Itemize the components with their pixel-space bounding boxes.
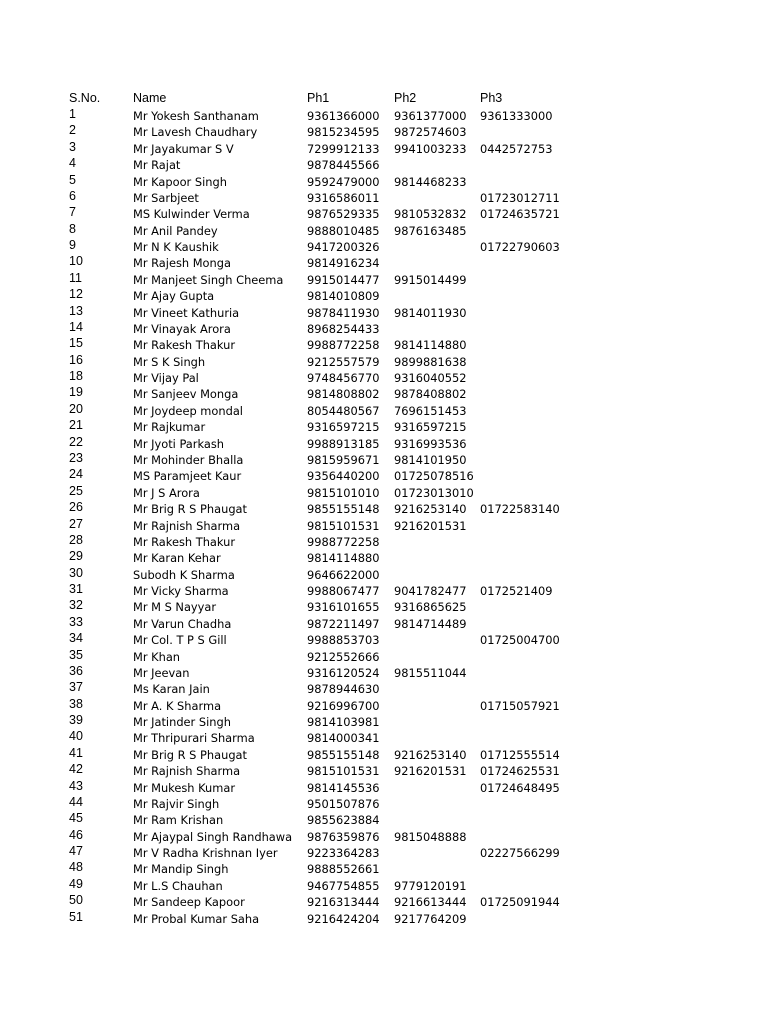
cell-name: Mr Rakesh Thakur <box>133 338 236 353</box>
header-sno: S.No. <box>69 91 101 105</box>
cell-sno: 3 <box>69 139 76 154</box>
cell-name: MS Kulwinder Verma <box>133 207 250 222</box>
table-row <box>0 681 768 697</box>
cell-sno: 32 <box>69 598 83 613</box>
cell-name: Mr Vicky Sharma <box>133 584 229 599</box>
cell-ph2: 9878408802 <box>394 387 467 402</box>
cell-ph1: 9815234595 <box>307 125 380 140</box>
cell-name: Mr Manjeet Singh Cheema <box>133 272 284 287</box>
cell-ph2: 9316865625 <box>394 600 467 615</box>
cell-ph1: 9815101010 <box>307 485 380 500</box>
cell-sno: 27 <box>69 516 83 531</box>
cell-sno: 42 <box>69 762 83 777</box>
cell-sno: 2 <box>69 123 76 138</box>
cell-ph1: 9988772258 <box>307 338 380 353</box>
cell-sno: 43 <box>69 778 83 793</box>
cell-name: Mr Rajesh Monga <box>133 256 231 271</box>
cell-ph2: 9899881638 <box>394 354 467 369</box>
cell-sno: 49 <box>69 876 83 891</box>
cell-ph3: 01723012711 <box>480 190 560 205</box>
cell-name: Mr Ram Krishan <box>133 813 224 828</box>
cell-ph3: 02227566299 <box>480 846 560 861</box>
cell-ph1: 9814103981 <box>307 715 380 730</box>
cell-ph2: 9216253140 <box>394 747 467 762</box>
cell-sno: 25 <box>69 483 83 498</box>
table-row <box>0 894 768 910</box>
cell-name: Mr Rakesh Thakur <box>133 534 236 549</box>
table-header <box>0 89 768 105</box>
table-row <box>0 829 768 845</box>
cell-ph2: 9915014499 <box>394 272 467 287</box>
cell-name: Mr Jatinder Singh <box>133 715 231 730</box>
table-row <box>0 714 768 730</box>
table-row <box>0 763 768 779</box>
cell-name: Mr Jyoti Parkash <box>133 436 225 451</box>
table-row <box>0 665 768 681</box>
cell-ph1: 9988772258 <box>307 534 380 549</box>
table-row <box>0 780 768 796</box>
cell-name: Mr Thripurari Sharma <box>133 731 255 746</box>
cell-ph1: 9814808802 <box>307 387 380 402</box>
cell-ph2: 9815048888 <box>394 829 467 844</box>
cell-ph1: 9216313444 <box>307 895 380 910</box>
cell-ph2: 9041782477 <box>394 584 467 599</box>
cell-ph3: 01724625531 <box>480 764 560 779</box>
cell-sno: 20 <box>69 401 83 416</box>
cell-ph1: 9316101655 <box>307 600 380 615</box>
table-row <box>0 305 768 321</box>
table-row <box>0 124 768 140</box>
cell-ph1: 9592479000 <box>307 174 380 189</box>
table-row <box>0 288 768 304</box>
header-name: Name <box>133 91 167 105</box>
cell-ph1: 9888010485 <box>307 223 380 238</box>
cell-ph1: 9815959671 <box>307 452 380 467</box>
cell-name: Mr Varun Chadha <box>133 616 232 631</box>
cell-ph1: 9988913185 <box>307 436 380 451</box>
cell-name: Mr Brig R S Phaugat <box>133 502 247 517</box>
table-row <box>0 141 768 157</box>
cell-ph1: 9814916234 <box>307 256 380 271</box>
table-row <box>0 730 768 746</box>
cell-name: Subodh K Sharma <box>133 567 235 582</box>
cell-name: Mr Khan <box>133 649 181 664</box>
cell-ph1: 9467754855 <box>307 878 380 893</box>
table-row <box>0 468 768 484</box>
cell-ph2: 9216201531 <box>394 518 467 533</box>
cell-sno: 16 <box>69 352 83 367</box>
cell-ph1: 9988853703 <box>307 633 380 648</box>
cell-ph1: 9216996700 <box>307 698 380 713</box>
table-row <box>0 255 768 271</box>
cell-name: Mr N K Kaushik <box>133 240 219 255</box>
cell-name: Mr Karan Kehar <box>133 551 221 566</box>
cell-sno: 36 <box>69 663 83 678</box>
cell-sno: 47 <box>69 844 83 859</box>
cell-ph2: 9814714489 <box>394 616 467 631</box>
table-row <box>0 321 768 337</box>
cell-ph1: 9878944630 <box>307 682 380 697</box>
cell-name: Mr Sarbjeet <box>133 190 199 205</box>
cell-name: Mr Vineet Kathuria <box>133 305 240 320</box>
cell-ph1: 9814145536 <box>307 780 380 795</box>
cell-sno: 45 <box>69 811 83 826</box>
cell-ph1: 9814010809 <box>307 289 380 304</box>
table-row <box>0 157 768 173</box>
cell-sno: 51 <box>69 909 83 924</box>
cell-ph3: 9361333000 <box>480 109 553 123</box>
cell-sno: 50 <box>69 893 83 908</box>
table-row <box>0 599 768 615</box>
cell-ph3: 0442572753 <box>480 141 553 156</box>
table-row <box>0 272 768 288</box>
table-row <box>0 206 768 222</box>
cell-name: Mr Ajaypal Singh Randhawa <box>133 829 293 844</box>
cell-ph2: 9361377000 <box>394 109 467 123</box>
table-row <box>0 239 768 255</box>
cell-ph1: 9855155148 <box>307 502 380 517</box>
cell-sno: 5 <box>69 172 76 187</box>
cell-ph3: 01725091944 <box>480 895 560 910</box>
cell-name: Mr Mohinder Bhalla <box>133 452 244 467</box>
cell-ph2: 01723013010 <box>394 485 474 500</box>
table-row <box>0 649 768 665</box>
cell-ph3: 01712555514 <box>480 747 560 762</box>
cell-ph1: 9212557579 <box>307 354 380 369</box>
cell-sno: 19 <box>69 385 83 400</box>
cell-ph2: 9316597215 <box>394 420 467 435</box>
cell-ph1: 9876529335 <box>307 207 380 222</box>
table-row <box>0 632 768 648</box>
table-row <box>0 419 768 435</box>
table-row <box>0 337 768 353</box>
cell-ph1: 9876359876 <box>307 829 380 844</box>
cell-name: Mr Rajnish Sharma <box>133 764 241 779</box>
cell-name: MS Paramjeet Kaur <box>133 469 242 484</box>
cell-ph2: 9814114880 <box>394 338 467 353</box>
cell-ph1: 8968254433 <box>307 321 380 336</box>
cell-ph2: 9814468233 <box>394 174 467 189</box>
table-row <box>0 583 768 599</box>
cell-ph1: 9872211497 <box>307 616 380 631</box>
cell-ph2: 9876163485 <box>394 223 467 238</box>
cell-ph1: 9417200326 <box>307 240 380 255</box>
cell-ph1: 9356440200 <box>307 469 380 484</box>
cell-ph1: 9361366000 <box>307 109 380 123</box>
cell-ph1: 9815101531 <box>307 518 380 533</box>
cell-ph2: 9216201531 <box>394 764 467 779</box>
cell-name: Mr M S Nayyar <box>133 600 217 615</box>
cell-name: Ms Karan Jain <box>133 682 210 697</box>
cell-ph2: 01725078516 <box>394 469 474 484</box>
cell-sno: 10 <box>69 254 83 269</box>
table-row <box>0 518 768 534</box>
cell-sno: 15 <box>69 336 83 351</box>
cell-name: Mr Sanjeev Monga <box>133 387 239 402</box>
cell-sno: 35 <box>69 647 83 662</box>
cell-ph1: 9646622000 <box>307 567 380 582</box>
cell-name: Mr Rajnish Sharma <box>133 518 241 533</box>
cell-name: Mr Jayakumar S V <box>133 141 234 156</box>
table-row <box>0 436 768 452</box>
cell-ph1: 9814114880 <box>307 551 380 566</box>
cell-ph1: 8054480567 <box>307 403 380 418</box>
cell-ph1: 9223364283 <box>307 846 380 861</box>
cell-name: Mr Col. T P S Gill <box>133 633 227 648</box>
cell-sno: 18 <box>69 369 83 384</box>
cell-sno: 6 <box>69 188 76 203</box>
cell-ph2: 9815511044 <box>394 665 467 680</box>
cell-sno: 28 <box>69 532 83 547</box>
cell-name: Mr Rajat <box>133 158 181 173</box>
cell-name: Mr Brig R S Phaugat <box>133 747 247 762</box>
cell-ph1: 9888552661 <box>307 862 380 877</box>
table-row <box>0 845 768 861</box>
table-row <box>0 403 768 419</box>
table-row <box>0 812 768 828</box>
header-ph3: Ph3 <box>480 91 503 105</box>
cell-ph1: 9878445566 <box>307 158 380 173</box>
cell-sno: 7 <box>69 205 76 220</box>
cell-sno: 44 <box>69 794 83 809</box>
cell-name: Mr Vinayak Arora <box>133 321 231 336</box>
cell-ph2: 9779120191 <box>394 878 467 893</box>
cell-ph1: 9212552666 <box>307 649 380 664</box>
table-row <box>0 747 768 763</box>
cell-ph2: 9810532832 <box>394 207 467 222</box>
cell-name: Mr Vijay Pal <box>133 371 199 386</box>
cell-ph1: 7299912133 <box>307 141 380 156</box>
cell-ph1: 9878411930 <box>307 305 380 320</box>
cell-ph3: 01715057921 <box>480 698 560 713</box>
cell-sno: 21 <box>69 418 83 433</box>
table-row <box>0 861 768 877</box>
table-row <box>0 616 768 632</box>
cell-ph2: 9316993536 <box>394 436 467 451</box>
cell-ph1: 9915014477 <box>307 272 380 287</box>
cell-ph3: 01722583140 <box>480 502 560 517</box>
table-row <box>0 485 768 501</box>
cell-sno: 29 <box>69 549 83 564</box>
cell-sno: 23 <box>69 450 83 465</box>
cell-ph1: 9501507876 <box>307 796 380 811</box>
cell-ph1: 9316597215 <box>307 420 380 435</box>
cell-ph2: 9216253140 <box>394 502 467 517</box>
cell-ph1: 9988067477 <box>307 584 380 599</box>
cell-name: Mr Mandip Singh <box>133 862 229 877</box>
cell-sno: 46 <box>69 827 83 842</box>
cell-name: Mr Jeevan <box>133 665 190 680</box>
table-row <box>0 108 768 124</box>
cell-name: Mr Yokesh Santhanam <box>133 109 259 123</box>
cell-sno: 37 <box>69 680 83 695</box>
cell-ph1: 9855155148 <box>307 747 380 762</box>
cell-sno: 8 <box>69 221 76 236</box>
table-row <box>0 452 768 468</box>
cell-sno: 33 <box>69 614 83 629</box>
cell-sno: 4 <box>69 156 76 171</box>
cell-name: Mr Sandeep Kapoor <box>133 895 245 910</box>
cell-name: Mr L.S Chauhan <box>133 878 223 893</box>
table-row <box>0 370 768 386</box>
table-row <box>0 354 768 370</box>
cell-sno: 30 <box>69 565 83 580</box>
cell-name: Mr Lavesh Chaudhary <box>133 125 258 140</box>
table-row <box>0 878 768 894</box>
cell-ph2: 9941003233 <box>394 141 467 156</box>
header-ph2: Ph2 <box>394 91 417 105</box>
table-row <box>0 174 768 190</box>
cell-sno: 22 <box>69 434 83 449</box>
cell-sno: 40 <box>69 729 83 744</box>
cell-name: Mr Rajvir Singh <box>133 796 220 811</box>
cell-sno: 24 <box>69 467 83 482</box>
cell-sno: 41 <box>69 745 83 760</box>
cell-ph1: 9316120524 <box>307 665 380 680</box>
cell-sno: 11 <box>69 270 82 285</box>
cell-sno: 9 <box>69 238 76 253</box>
cell-name: Mr Kapoor Singh <box>133 174 227 189</box>
cell-name: Mr V Radha Krishnan Iyer <box>133 846 278 861</box>
cell-sno: 12 <box>69 287 83 302</box>
cell-ph1: 9216424204 <box>307 911 380 926</box>
cell-sno: 34 <box>69 631 83 646</box>
cell-ph2: 9217764209 <box>394 911 467 926</box>
cell-name: Mr J S Arora <box>133 485 200 500</box>
cell-name: Mr A. K Sharma <box>133 698 222 713</box>
cell-ph2: 9814011930 <box>394 305 467 320</box>
table-row <box>0 386 768 402</box>
table-row <box>0 698 768 714</box>
cell-sno: 38 <box>69 696 83 711</box>
table-row <box>0 534 768 550</box>
cell-sno: 39 <box>69 713 83 728</box>
cell-sno: 31 <box>69 582 83 597</box>
cell-ph3: 01724635721 <box>480 207 560 222</box>
cell-sno: 13 <box>69 303 83 318</box>
cell-name: Mr Joydeep mondal <box>133 403 243 418</box>
cell-ph2: 9216613444 <box>394 895 467 910</box>
cell-name: Mr Mukesh Kumar <box>133 780 236 795</box>
cell-name: Mr S K Singh <box>133 354 206 369</box>
cell-name: Mr Rajkumar <box>133 420 206 435</box>
table-row <box>0 911 768 927</box>
table-row <box>0 550 768 566</box>
table-row <box>0 501 768 517</box>
cell-ph1: 9815101531 <box>307 764 380 779</box>
cell-ph3: 0172521409 <box>480 584 553 599</box>
cell-ph3: 01725004700 <box>480 633 560 648</box>
cell-ph1: 9748456770 <box>307 371 380 386</box>
cell-ph2: 9872574603 <box>394 125 467 140</box>
table-row <box>0 190 768 206</box>
cell-ph2: 9316040552 <box>394 371 467 386</box>
cell-name: Mr Anil Pandey <box>133 223 218 238</box>
cell-ph2: 9814101950 <box>394 452 467 467</box>
table-row <box>0 796 768 812</box>
cell-name: Mr Probal Kumar Saha <box>133 911 260 926</box>
cell-sno: 14 <box>69 319 83 334</box>
cell-ph1: 9855623884 <box>307 813 380 828</box>
cell-ph2: 7696151453 <box>394 403 467 418</box>
cell-sno: 1 <box>69 107 76 121</box>
table-row <box>0 567 768 583</box>
cell-name: Mr Ajay Gupta <box>133 289 215 304</box>
cell-sno: 48 <box>69 860 83 875</box>
header-ph1: Ph1 <box>307 91 330 105</box>
table-row <box>0 223 768 239</box>
cell-ph1: 9814000341 <box>307 731 380 746</box>
cell-ph3: 01722790603 <box>480 240 560 255</box>
cell-ph3: 01724648495 <box>480 780 560 795</box>
cell-ph1: 9316586011 <box>307 190 380 205</box>
cell-sno: 26 <box>69 500 83 515</box>
